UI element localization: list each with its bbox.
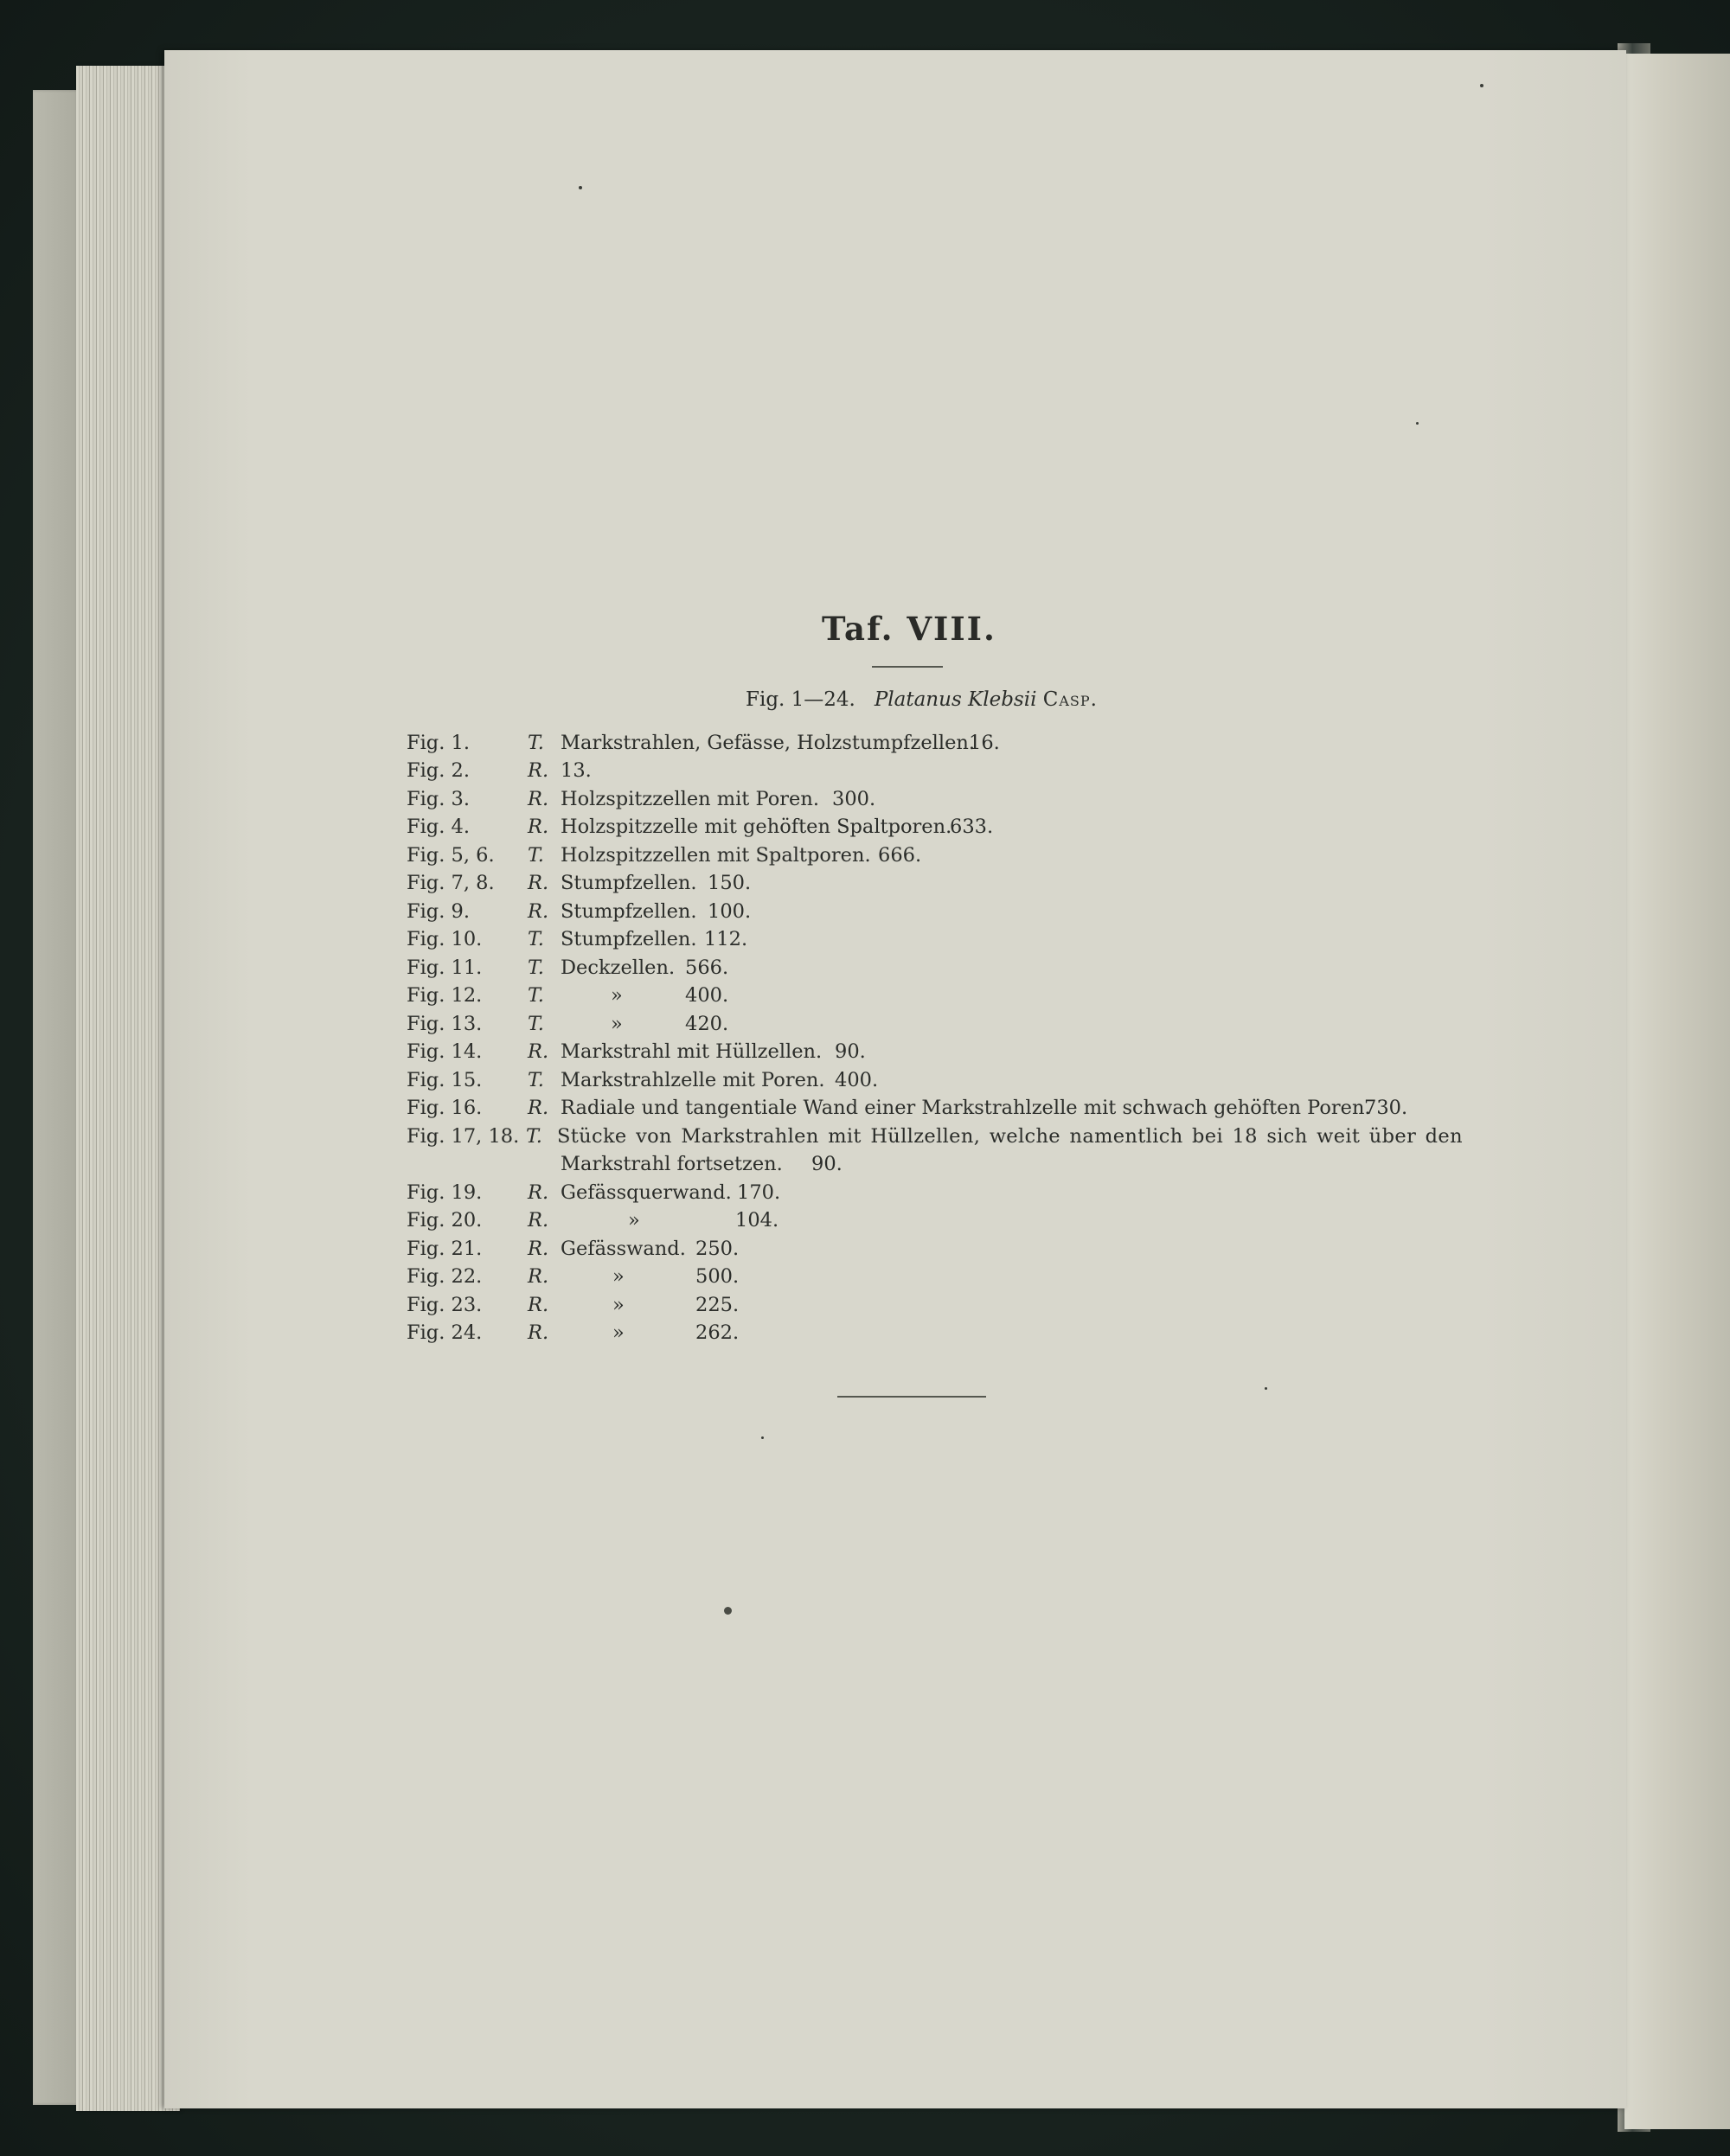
figure-number: Fig. 15.: [407, 1069, 483, 1091]
magnification: 633.: [950, 816, 994, 838]
magnification: 730.: [1364, 1097, 1408, 1119]
figure-number: Fig. 16.: [407, 1097, 483, 1119]
figure-description: Markstrahlen, Gefässe, Holzstumpfzellen.: [561, 732, 976, 754]
figure-number: Fig. 2.: [407, 759, 470, 782]
page-speck: [1480, 84, 1483, 87]
figure-description: Markstrahl mit Hüllzellen.: [561, 1040, 823, 1063]
figure-description: Stücke von Markstrahlen mit Hüllzellen, welche namentlich bei 18 sich weit über den: [557, 1125, 1463, 1148]
legend-entry: [407, 1206, 1445, 1234]
figure-description: Holzspitzzelle mit gehöften Spaltporen.: [561, 816, 952, 838]
page-speck: [1265, 1387, 1267, 1390]
legend-entry: [407, 813, 1445, 841]
subheading-figure-range: Fig. 1—24.: [746, 688, 855, 711]
section-direction: R.: [528, 1294, 549, 1316]
legend-entry: [407, 1235, 1445, 1263]
legend-entry: [407, 1094, 1445, 1122]
section-direction: T.: [526, 1125, 542, 1148]
figure-number: Fig. 11.: [407, 956, 483, 979]
section-direction: T.: [528, 984, 544, 1007]
figure-number: Fig. 10.: [407, 928, 483, 950]
section-direction: T.: [528, 928, 544, 950]
legend-entry: [407, 954, 1445, 982]
figure-number: Fig. 12.: [407, 984, 483, 1007]
legend-entry: [407, 1010, 1445, 1038]
plate-subheading: [746, 688, 1098, 711]
section-direction: T.: [528, 1069, 544, 1091]
legend-entry: [407, 1319, 1445, 1347]
section-direction: R.: [528, 1321, 549, 1344]
magnification: 666.: [878, 844, 922, 867]
section-direction: R.: [528, 1097, 549, 1119]
section-direction: R.: [528, 1209, 549, 1232]
magnification: 112.: [704, 928, 748, 950]
magnification: 400.: [835, 1069, 879, 1091]
legend-entry: [407, 1066, 1445, 1094]
legend-entry: [407, 1179, 1445, 1206]
subheading-author: Casp.: [1042, 688, 1098, 711]
magnification: 104.: [735, 1209, 779, 1232]
figure-number: Fig. 13.: [407, 1013, 483, 1035]
legend-entry: [407, 729, 1445, 757]
magnification: 90.: [811, 1153, 843, 1175]
section-direction: R.: [528, 788, 549, 810]
figure-number: Fig. 1.: [407, 732, 470, 754]
magnification: 150.: [708, 872, 752, 894]
figure-number: Fig. 5, 6.: [407, 844, 495, 867]
magnification: 420.: [685, 1013, 729, 1035]
figure-number: Fig. 7, 8.: [407, 872, 495, 894]
ditto-mark: »: [611, 1013, 623, 1035]
plate-title: Taf. VIII.: [822, 610, 996, 648]
section-direction: R.: [528, 1265, 549, 1288]
figure-number: Fig. 24.: [407, 1321, 483, 1344]
page-speck: [1416, 422, 1419, 425]
legend-entry: [407, 1263, 1445, 1290]
ditto-mark: »: [612, 1294, 625, 1316]
page-speck: [579, 186, 582, 189]
figure-number: Fig. 3.: [407, 788, 470, 810]
figure-description: Deckzellen.: [561, 956, 676, 979]
section-direction: R.: [528, 1238, 549, 1260]
section-direction: R.: [528, 900, 549, 923]
figure-description: Stumpfzellen.: [561, 900, 697, 923]
section-direction: R.: [528, 816, 549, 838]
section-direction: T.: [528, 844, 544, 867]
section-direction: T.: [528, 1013, 544, 1035]
figure-number: Fig. 9.: [407, 900, 470, 923]
figure-description: Markstrahlzelle mit Poren.: [561, 1069, 825, 1091]
subheading-species: Platanus Klebsii: [874, 688, 1037, 711]
figure-description: Stumpfzellen.: [561, 872, 697, 894]
figure-number: Fig. 4.: [407, 816, 470, 838]
magnification: 566.: [685, 956, 729, 979]
legend-entry: [407, 869, 1445, 897]
figure-description: Holzspitzzellen mit Poren.: [561, 788, 819, 810]
title-divider: [872, 666, 943, 668]
legend-entry: [407, 982, 1445, 1009]
magnification: 170.: [737, 1181, 781, 1204]
page-speck: [724, 1607, 732, 1615]
page-speck: [761, 1436, 764, 1439]
figure-number: Fig. 17, 18.: [407, 1125, 520, 1148]
section-direction: T.: [528, 732, 544, 754]
figure-description: Gefässquerwand.: [561, 1181, 732, 1204]
section-direction: R.: [528, 759, 549, 782]
legend-entry: [407, 757, 1445, 784]
ditto-mark: »: [611, 984, 623, 1007]
figure-description: Stumpfzellen.: [561, 928, 697, 950]
figure-number: Fig. 14.: [407, 1040, 483, 1063]
facing-page-edge: [1624, 54, 1730, 2129]
magnification: 90.: [835, 1040, 866, 1063]
magnification: 16.: [969, 732, 1000, 754]
magnification: 262.: [695, 1321, 740, 1344]
closing-divider: [837, 1396, 986, 1398]
figure-number: Fig. 22.: [407, 1265, 483, 1288]
figure-number: Fig. 20.: [407, 1209, 483, 1232]
figure-description: Holzspitzzellen mit Spaltporen.: [561, 844, 871, 867]
legend-entry: [407, 898, 1445, 925]
magnification: 300.: [832, 788, 876, 810]
legend-entry: [407, 925, 1445, 953]
magnification: 500.: [695, 1265, 740, 1288]
magnification: 225.: [695, 1294, 740, 1316]
legend-entry: [407, 1123, 1463, 1178]
ditto-mark: »: [612, 1265, 625, 1288]
legend-entry: [407, 841, 1445, 869]
figure-description: Gefässwand.: [561, 1238, 686, 1260]
legend-entry: [407, 1038, 1445, 1065]
section-direction: R.: [528, 872, 549, 894]
section-direction: R.: [528, 1181, 549, 1204]
section-direction: T.: [528, 956, 544, 979]
figure-number: Fig. 21.: [407, 1238, 483, 1260]
ditto-mark: »: [628, 1209, 640, 1232]
legend-entry: [407, 785, 1445, 813]
magnification: 250.: [695, 1238, 740, 1260]
magnification: 13.: [561, 759, 592, 782]
section-direction: R.: [528, 1040, 549, 1063]
magnification: 400.: [685, 984, 729, 1007]
figure-description: Radiale und tangentiale Wand einer Markstrahlzelle mit schwach gehöften Poren.: [561, 1097, 1371, 1119]
figure-number: Fig. 19.: [407, 1181, 483, 1204]
figure-number: Fig. 23.: [407, 1294, 483, 1316]
ditto-mark: »: [612, 1321, 625, 1344]
magnification: 100.: [708, 900, 752, 923]
figure-description-continued: Markstrahl fortsetzen.: [561, 1153, 783, 1175]
legend-entry: [407, 1291, 1445, 1319]
